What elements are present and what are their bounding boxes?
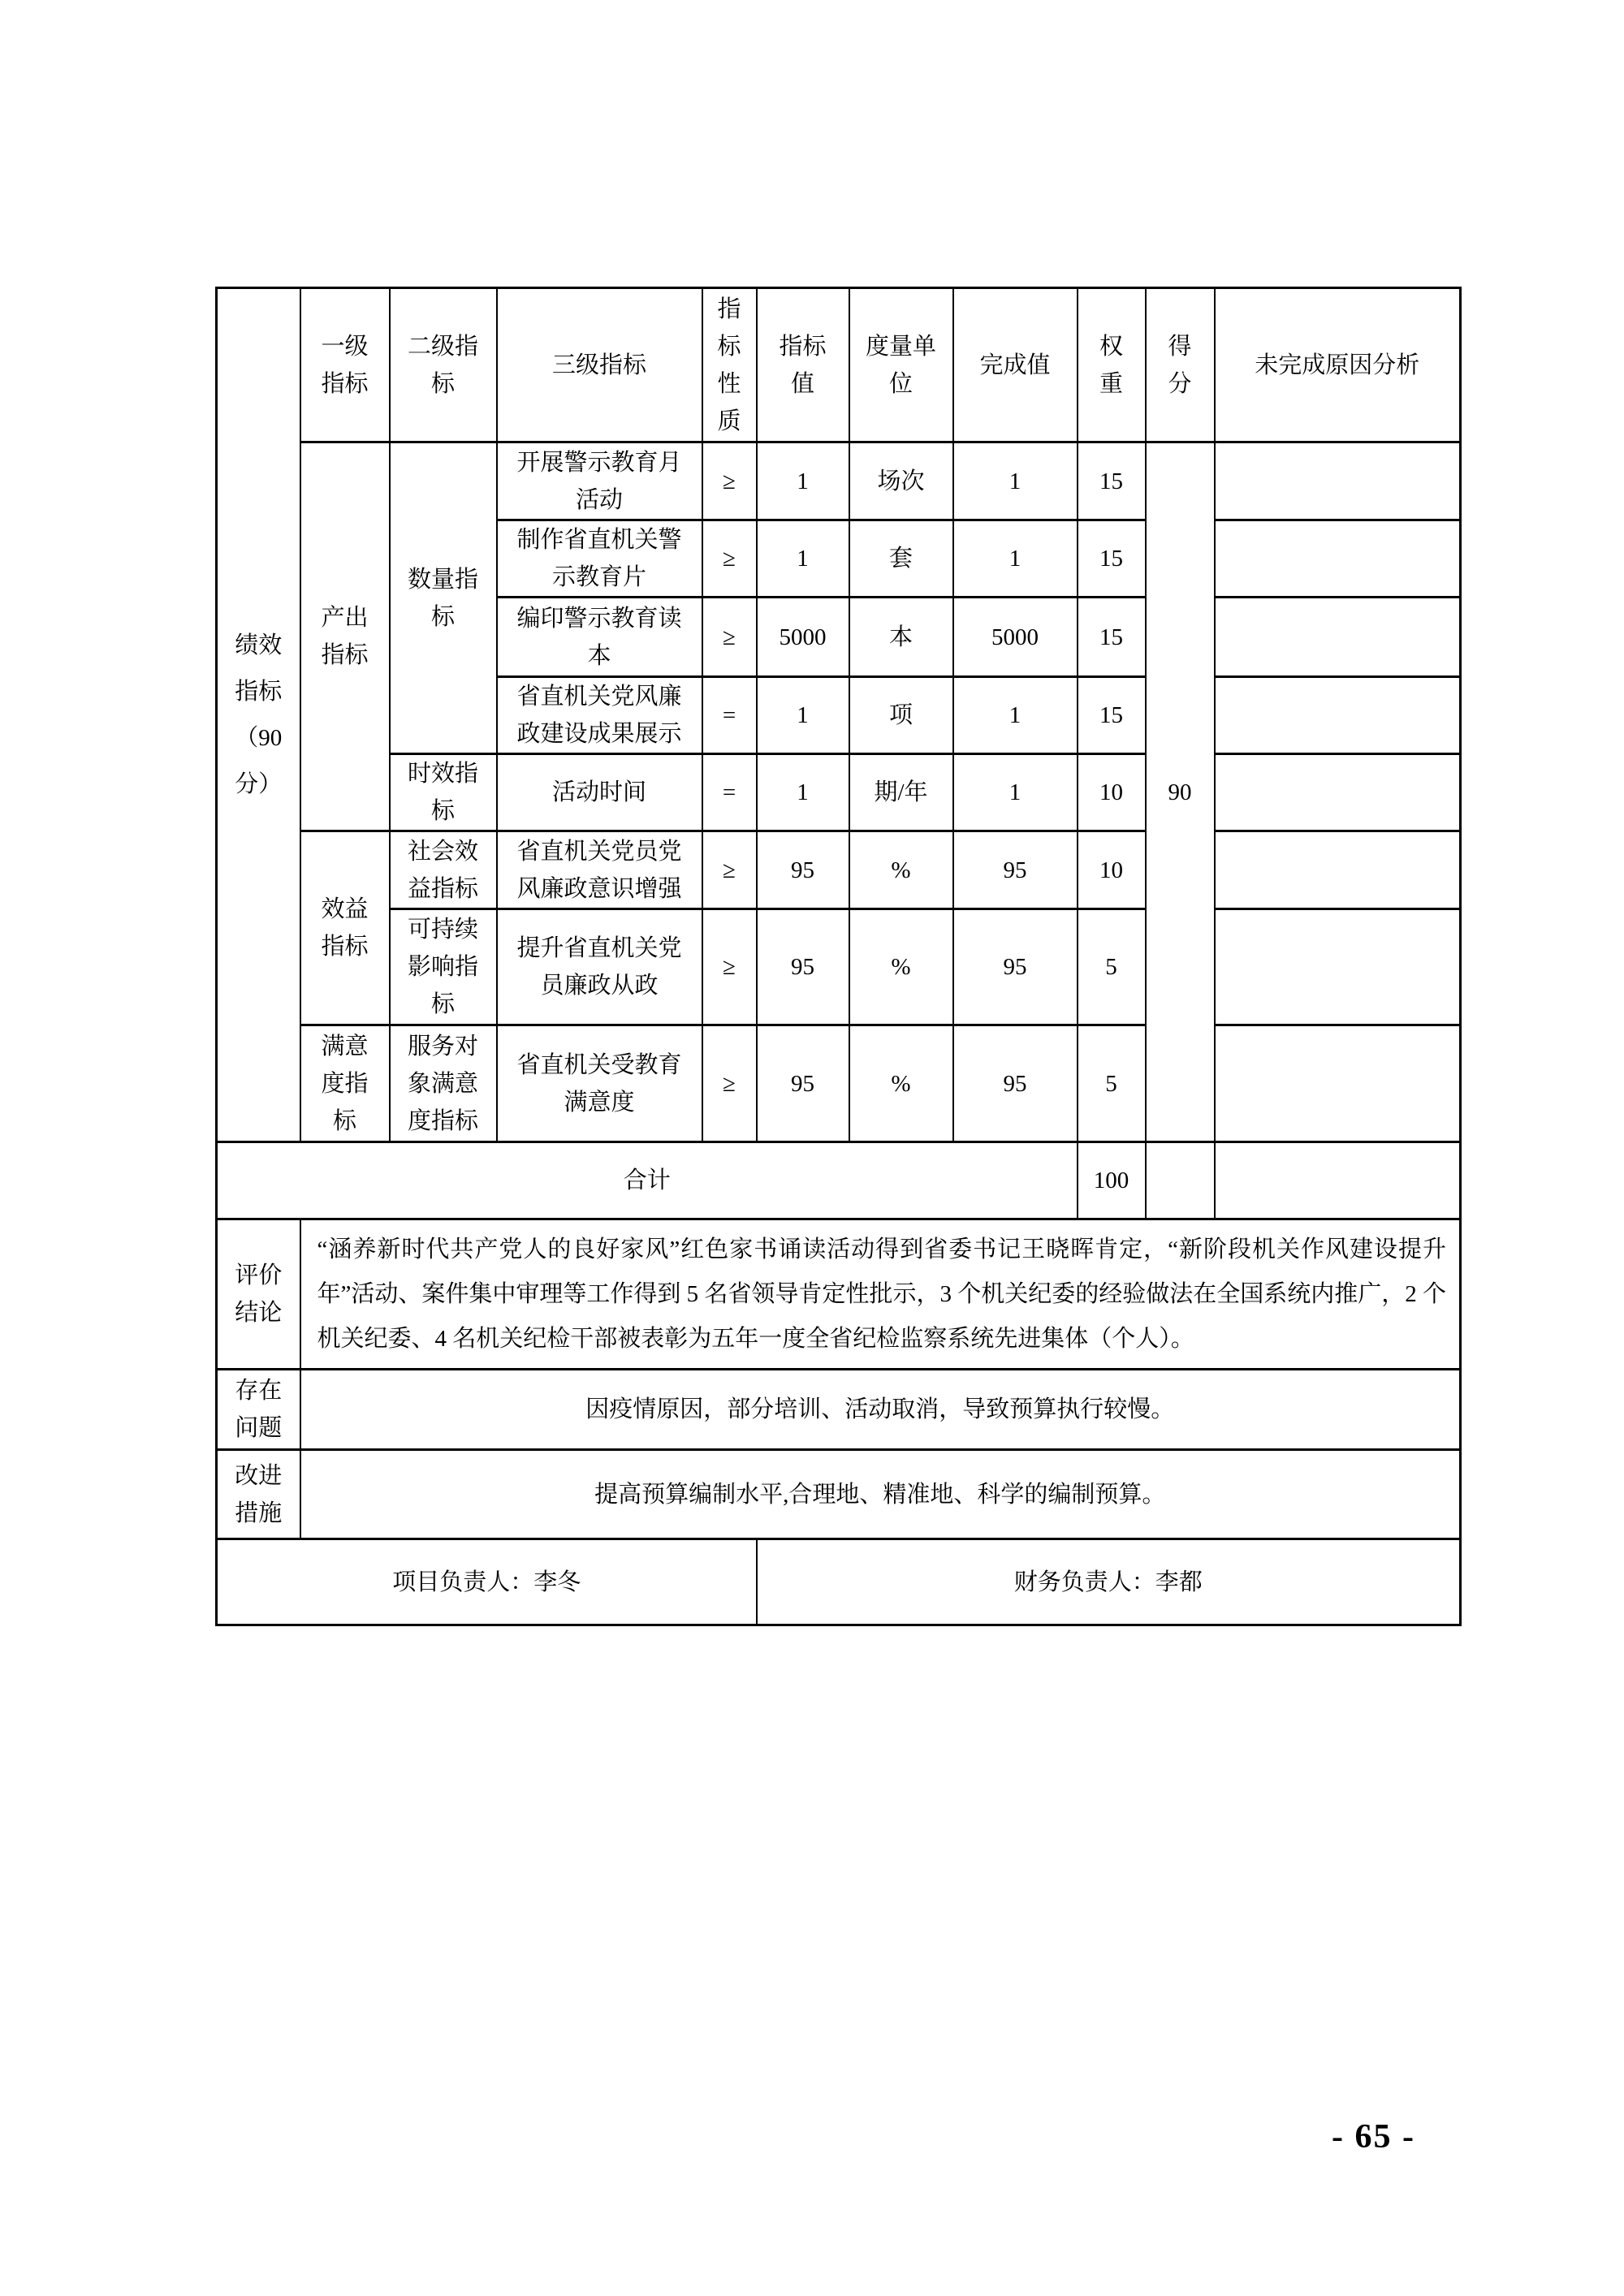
unit-cell: 套 [849, 520, 953, 598]
reason-cell [1215, 677, 1461, 754]
indicator-row [217, 442, 1461, 520]
evaluation-label-cell: 评价结论 [217, 1219, 300, 1370]
target-value-cell: 1 [757, 677, 849, 754]
nature-cell: ≥ [702, 598, 757, 677]
l2-service-satisfaction-cell: 服务对象满意度指标 [390, 1025, 497, 1142]
weight-cell: 5 [1078, 1025, 1146, 1142]
unit-cell: 项 [849, 677, 953, 754]
completion-value-cell: 95 [953, 831, 1078, 909]
target-value-cell: 1 [757, 754, 849, 831]
l1-benefit-cell: 效益指标 [300, 831, 390, 1025]
completion-value-cell: 95 [953, 1025, 1078, 1142]
header-score-col: 得分 [1146, 288, 1215, 442]
weight-cell: 5 [1078, 909, 1146, 1025]
completion-value-cell: 95 [953, 909, 1078, 1025]
page-number: - 65 - [1332, 2118, 1415, 2156]
nature-cell: ≥ [702, 831, 757, 909]
header-weight-col: 权重 [1078, 288, 1146, 442]
performance-group-cell [217, 288, 300, 1142]
l3-indicator-cell: 活动时间 [497, 754, 702, 831]
l3-indicator-cell: 省直机关党员党风廉政意识增强 [497, 831, 702, 909]
weight-cell: 15 [1078, 598, 1146, 677]
improvements-text-cell: 提高预算编制水平,合理地、精准地、科学的编制预算。 [300, 1450, 1461, 1539]
nature-cell: ≥ [702, 442, 757, 520]
reason-cell [1215, 520, 1461, 598]
indicator-row [217, 754, 1461, 831]
evaluation-text-cell: “涵养新时代共产党人的良好家风”红色家书诵读活动得到省委书记王晓晖肯定，“新阶段机关作风建设提升年”活动、案件集中审理等工作得到 5 名省领导肯定性批示，3 个机关纪委的经验做法在全国系统内推广，2 个机关纪委、4 名机关纪检干部被表彰为五年一度全省纪检监察系统先进集体（个人）。 [300, 1219, 1461, 1370]
weight-cell: 15 [1078, 442, 1146, 520]
improvements-label-cell: 改进措施 [217, 1450, 300, 1539]
nature-cell: = [702, 677, 757, 754]
reason-cell [1215, 442, 1461, 520]
total-row [217, 1142, 1461, 1219]
l2-social-benefit-cell: 社会效益指标 [390, 831, 497, 909]
target-value-cell: 95 [757, 831, 849, 909]
reason-cell [1215, 754, 1461, 831]
nature-cell: ≥ [702, 520, 757, 598]
unit-cell: % [849, 1025, 953, 1142]
l2-timeliness-cell: 时效指标 [390, 754, 497, 831]
indicator-row [217, 1025, 1461, 1142]
total-score-cell [1146, 1142, 1215, 1219]
reason-cell [1215, 598, 1461, 677]
completion-value-cell: 1 [953, 442, 1078, 520]
l1-output-cell: 产出指标 [300, 442, 390, 831]
completion-value-cell: 1 [953, 520, 1078, 598]
performance-group-label: 绩效指标（90分） [235, 632, 283, 797]
nature-cell: = [702, 754, 757, 831]
l1-satisfaction-cell: 满意度指标 [300, 1025, 390, 1142]
problems-row [217, 1370, 1461, 1450]
reason-cell [1215, 831, 1461, 909]
l3-indicator-cell: 开展警示教育月活动 [497, 442, 702, 520]
signature-row [217, 1539, 1461, 1625]
weight-cell: 15 [1078, 520, 1146, 598]
project-manager-cell: 项目负责人：李冬 [217, 1539, 757, 1625]
header-reason-col: 未完成原因分析 [1215, 288, 1461, 442]
reason-cell [1215, 1025, 1461, 1142]
l3-indicator-cell: 省直机关党风廉政建设成果展示 [497, 677, 702, 754]
weight-cell: 15 [1078, 677, 1146, 754]
unit-cell: % [849, 909, 953, 1025]
header-unit-col: 度量单位 [849, 288, 953, 442]
target-value-cell: 95 [757, 909, 849, 1025]
l3-indicator-cell: 提升省直机关党员廉政从政 [497, 909, 702, 1025]
nature-cell: ≥ [702, 909, 757, 1025]
unit-cell: 期/年 [849, 754, 953, 831]
l3-indicator-cell: 制作省直机关警示教育片 [497, 520, 702, 598]
evaluation-row [217, 1219, 1461, 1370]
header-level3-col: 三级指标 [497, 288, 702, 442]
reason-cell [1215, 909, 1461, 1025]
nature-cell: ≥ [702, 1025, 757, 1142]
indicator-row [217, 909, 1461, 1025]
target-value-cell: 1 [757, 442, 849, 520]
weight-cell: 10 [1078, 754, 1146, 831]
l2-quantity-cell: 数量指标 [390, 442, 497, 754]
header-completion-col: 完成值 [953, 288, 1078, 442]
finance-manager-cell: 财务负责人：李都 [757, 1539, 1461, 1625]
weight-cell: 10 [1078, 831, 1146, 909]
l3-indicator-cell: 省直机关受教育满意度 [497, 1025, 702, 1142]
target-value-cell: 1 [757, 520, 849, 598]
total-weight-cell: 100 [1078, 1142, 1146, 1219]
completion-value-cell: 1 [953, 754, 1078, 831]
score-total-cell: 90 [1146, 442, 1215, 1142]
total-label-cell: 合计 [217, 1142, 1078, 1219]
performance-indicator-table [215, 287, 1462, 1626]
problems-text-cell: 因疫情原因，部分培训、活动取消，导致预算执行较慢。 [300, 1370, 1461, 1450]
improvements-row [217, 1450, 1461, 1539]
completion-value-cell: 5000 [953, 598, 1078, 677]
unit-cell: 本 [849, 598, 953, 677]
completion-value-cell: 1 [953, 677, 1078, 754]
header-level1-col: 一级指标 [300, 288, 390, 442]
l2-sustainability-cell: 可持续影响指标 [390, 909, 497, 1025]
target-value-cell: 5000 [757, 598, 849, 677]
total-reason-cell [1215, 1142, 1461, 1219]
problems-label-cell: 存在问题 [217, 1370, 300, 1450]
header-target-col: 指标值 [757, 288, 849, 442]
table-header-row [217, 288, 1461, 442]
header-level2-col: 二级指标 [390, 288, 497, 442]
indicator-row [217, 831, 1461, 909]
unit-cell: 场次 [849, 442, 953, 520]
header-nature-col: 指标性质 [702, 288, 757, 442]
l3-indicator-cell: 编印警示教育读本 [497, 598, 702, 677]
unit-cell: % [849, 831, 953, 909]
target-value-cell: 95 [757, 1025, 849, 1142]
